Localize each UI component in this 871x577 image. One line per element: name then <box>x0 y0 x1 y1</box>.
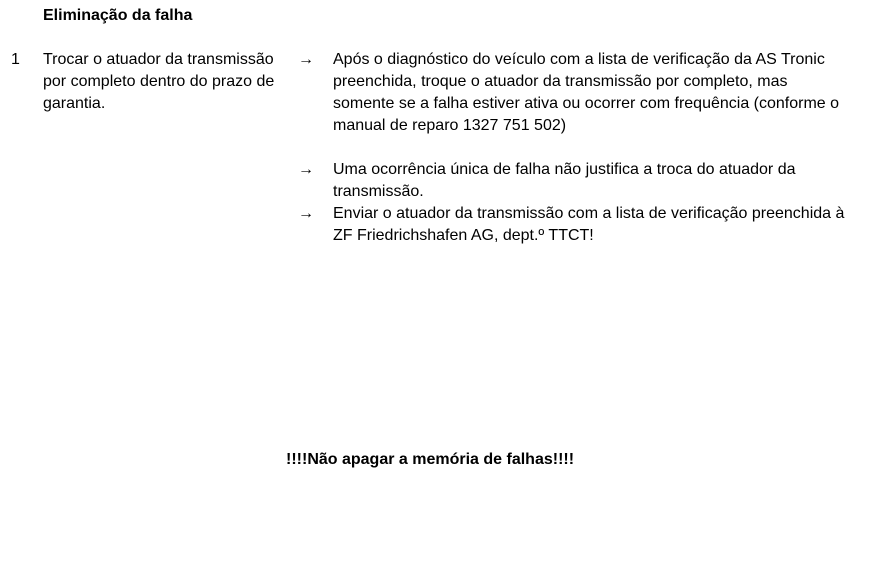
warning-text: !!!!Não apagar a memória de falhas!!!! <box>286 451 575 468</box>
arrow-icon: → <box>298 205 314 222</box>
note-text: Enviar o atuador da transmissão com a lista de verificação preenchida à ZF Friedrichshafen AG, dept.º TTCT! <box>333 205 845 244</box>
section-heading: Eliminação da falha <box>43 7 193 24</box>
arrow-icon: → <box>298 51 314 68</box>
note-text: Uma ocorrência única de falha não justifica a troca do atuador da transmissão. <box>333 161 796 200</box>
step-number: 1 <box>11 51 20 68</box>
arrow-icon: → <box>298 161 314 178</box>
step-action: Trocar o atuador da transmissão por completo dentro do prazo de garantia. <box>43 51 275 112</box>
note-text: Após o diagnóstico do veículo com a lista de verificação da AS Tronic preenchida, troque o atuador da transmissão por completo, mas somente se a falha estiver ativa ou ocorrer com frequência (conforme o manual de reparo 1327 751 502) <box>333 51 840 134</box>
